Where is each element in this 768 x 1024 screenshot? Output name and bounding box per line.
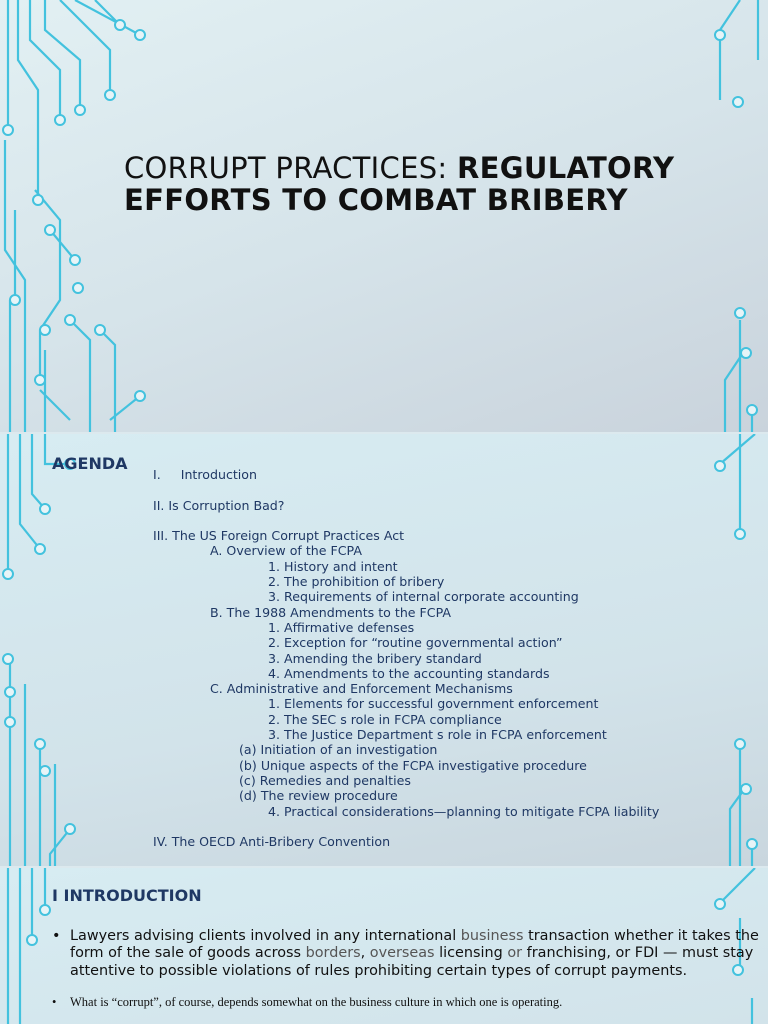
agenda-item: 3. Amending the bribery standard [268,650,482,666]
agenda-item: (a) Initiation of an investigation [239,742,438,758]
bullet-item [52,928,764,980]
bullet-text: licensing [434,945,508,962]
agenda-item: B. The 1988 Amendments to the FCPA [210,604,451,620]
agenda-spacer [153,482,659,497]
bullet-text: What is “corrupt”, of course, depends somewhat on the business culture in which one is operating. [70,994,563,1009]
agenda-item: (d) The review procedure [239,788,398,804]
agenda-item: 1. Affirmative defenses [268,619,415,635]
title-bold: REGULATORY EFFORTS TO COMBAT BRIBERY [124,151,675,217]
agenda-item: A. Overview of the FCPA [210,543,362,559]
agenda-item: 3. Requirements of internal corporate accounting [268,589,579,605]
bullet-item [52,994,764,1011]
introduction-heading: I INTRODUCTION [52,886,202,905]
agenda-slide [0,434,768,866]
introduction-slide [0,868,768,1024]
agenda-item: C. Administrative and Enforcement Mechanisms [210,681,513,697]
bullet-text: transaction whether it takes the form of the sale of goods across [70,928,759,962]
agenda-item: (b) Unique aspects of the FCPA investigative procedure [239,757,587,773]
title-slide [0,0,768,432]
agenda-item: 2. Exception for “routine governmental action” [268,635,563,651]
bullet-text: Lawyers advising clients involved in any international [70,928,461,944]
agenda-item: 1. Elements for successful government enforcement [268,696,599,712]
bullet-text: franchising, or FDI — must stay attentive to possible violations of rules prohibiting certain types of corrupt payments. [70,945,754,979]
bullet-list [52,928,764,1024]
agenda-item: 1. History and intent [268,558,398,574]
agenda-item: 4. Practical considerations—planning to mitigate FCPA liability [268,803,660,819]
agenda-item: III. The US Foreign Corrupt Practices Act [153,528,405,544]
agenda-item: 2. The prohibition of bribery [268,574,445,590]
bullet-text-gray: business [460,928,524,944]
agenda-item: II. Is Corruption Bad? [153,497,285,513]
bullet-text-gray: overseas [369,945,435,962]
bullet-text: , [360,945,370,962]
agenda-item: 2. The SEC s role in FCPA compliance [268,711,502,727]
agenda-spacer [153,819,659,834]
agenda-item: I. Introduction [153,467,257,482]
bullet-text-gray: borders [305,945,361,962]
agenda-list [153,467,659,849]
agenda-heading: AGENDA [52,454,128,473]
slide-title [124,152,724,216]
agenda-item: (c) Remedies and penalties [239,772,411,788]
bullet-text-gray: or [507,945,523,962]
agenda-spacer [153,513,659,528]
title-normal: CORRUPT PRACTICES: [124,151,457,185]
agenda-item: 3. The Justice Department s role in FCPA enforcement [268,727,607,743]
agenda-item: 4. Amendments to the accounting standards [268,665,550,681]
agenda-item: IV. The OECD Anti-Bribery Convention [153,834,391,850]
